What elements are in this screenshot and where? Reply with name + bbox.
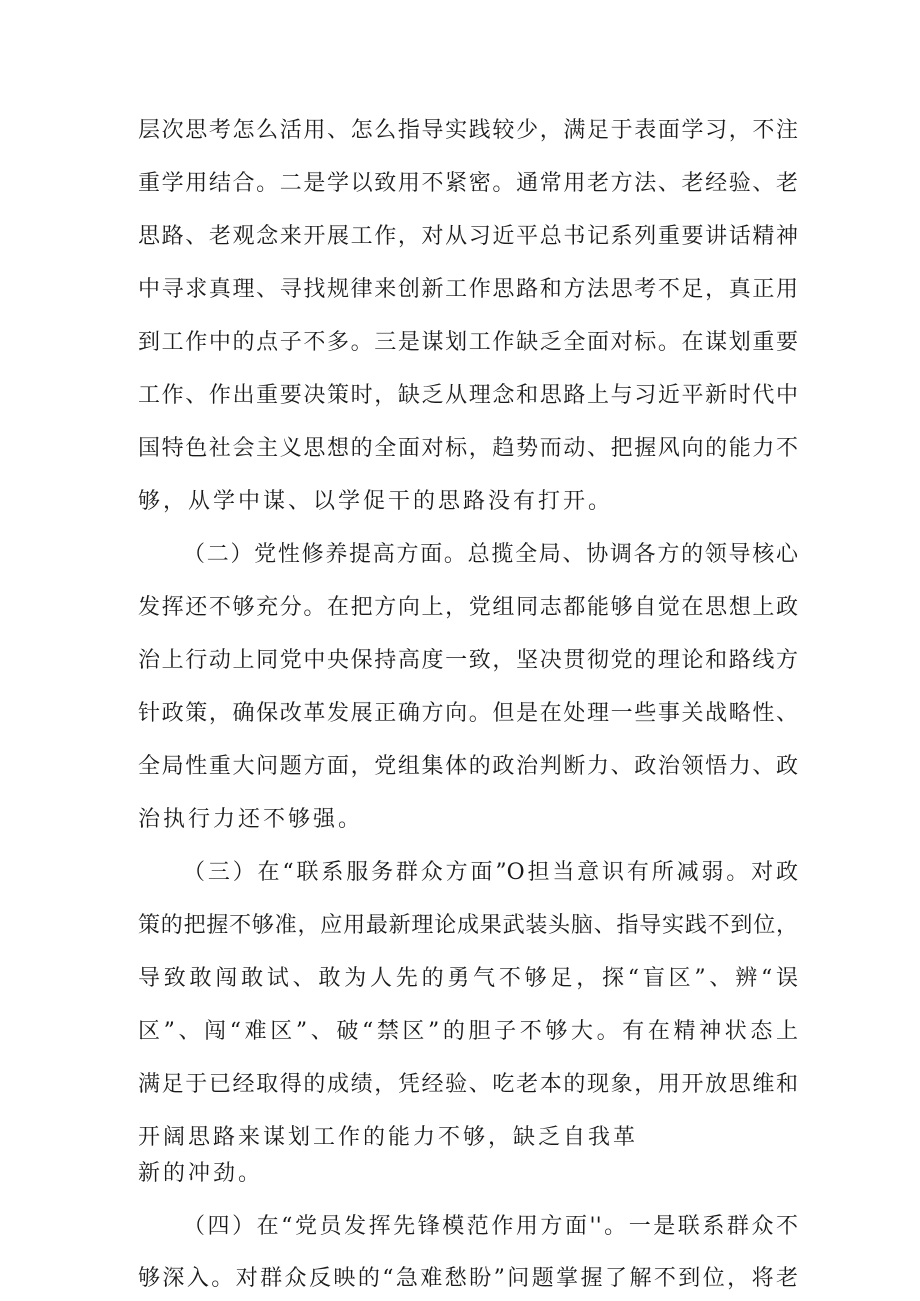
text-line: 治执行力还不够强。 [138, 807, 364, 832]
text-line: 国特色社会主义思想的全面对标，趋势而动、把握风向的能力不 [138, 436, 798, 461]
text-line: 治上行动上同党中央保持高度一致，坚决贯彻党的理论和路线方 [138, 648, 798, 673]
text-line: 够，从学中谋、以学促干的思路没有打开。 [138, 489, 614, 514]
text-line: 开阔思路来谋划工作的能力不够，缺乏自我革 [138, 1125, 639, 1150]
text-line: 到工作中的点子不多。三是谋划工作缺乏全面对标。在谋划重要 [138, 330, 798, 355]
text-line: 思路、老观念来开展工作，对从习近平总书记系列重要讲话精神 [138, 224, 798, 249]
text-line: 针政策，确保改革发展正确方向。但是在处理一些事关战略性、 [138, 701, 798, 726]
text-line: 发挥还不够充分。在把方向上，党组同志都能够自觉在思想上政 [138, 595, 798, 620]
text-line: 导致敢闯敢试、敢为人先的勇气不够足，探“盲区”、辨“误 [138, 966, 798, 991]
section-heading-line: （四）在“党员发挥先锋模范作用方面''。一是联系群众不 [183, 1214, 798, 1239]
text-line: 层次思考怎么活用、怎么指导实践较少，满足于表面学习，不注 [138, 118, 798, 143]
section-heading-line: （二）党性修养提高方面。总揽全局、协调各方的领导核心 [183, 542, 798, 567]
text-line: 重学用结合。二是学以致用不紧密。通常用老方法、老经验、老 [138, 171, 798, 196]
text-line: 工作、作出重要决策时，缺乏从理念和思路上与习近平新时代中 [138, 383, 798, 408]
text-line: 新的冲劲。 [138, 1161, 264, 1186]
text-line: 策的把握不够准，应用最新理论成果武装头脑、指导实践不到位， [138, 913, 798, 938]
text-line: 中寻求真理、寻找规律来创新工作思路和方法思考不足，真正用 [138, 277, 798, 302]
text-line: 区”、闯“难区”、破“禁区”的胆子不够大。有在精神状态上 [138, 1019, 798, 1044]
text-line: 够深入。对群众反映的“急难愁盼”问题掌握了解不到位，将老 [138, 1266, 798, 1291]
text-line: 全局性重大问题方面，党组集体的政治判断力、政治领悟力、政 [138, 754, 798, 779]
section-heading-line: （三）在“联系服务群众方面”O担当意识有所减弱。对政 [183, 860, 798, 885]
text-line: 满足于已经取得的成绩，凭经验、吃老本的现象，用开放思维和 [138, 1072, 798, 1097]
